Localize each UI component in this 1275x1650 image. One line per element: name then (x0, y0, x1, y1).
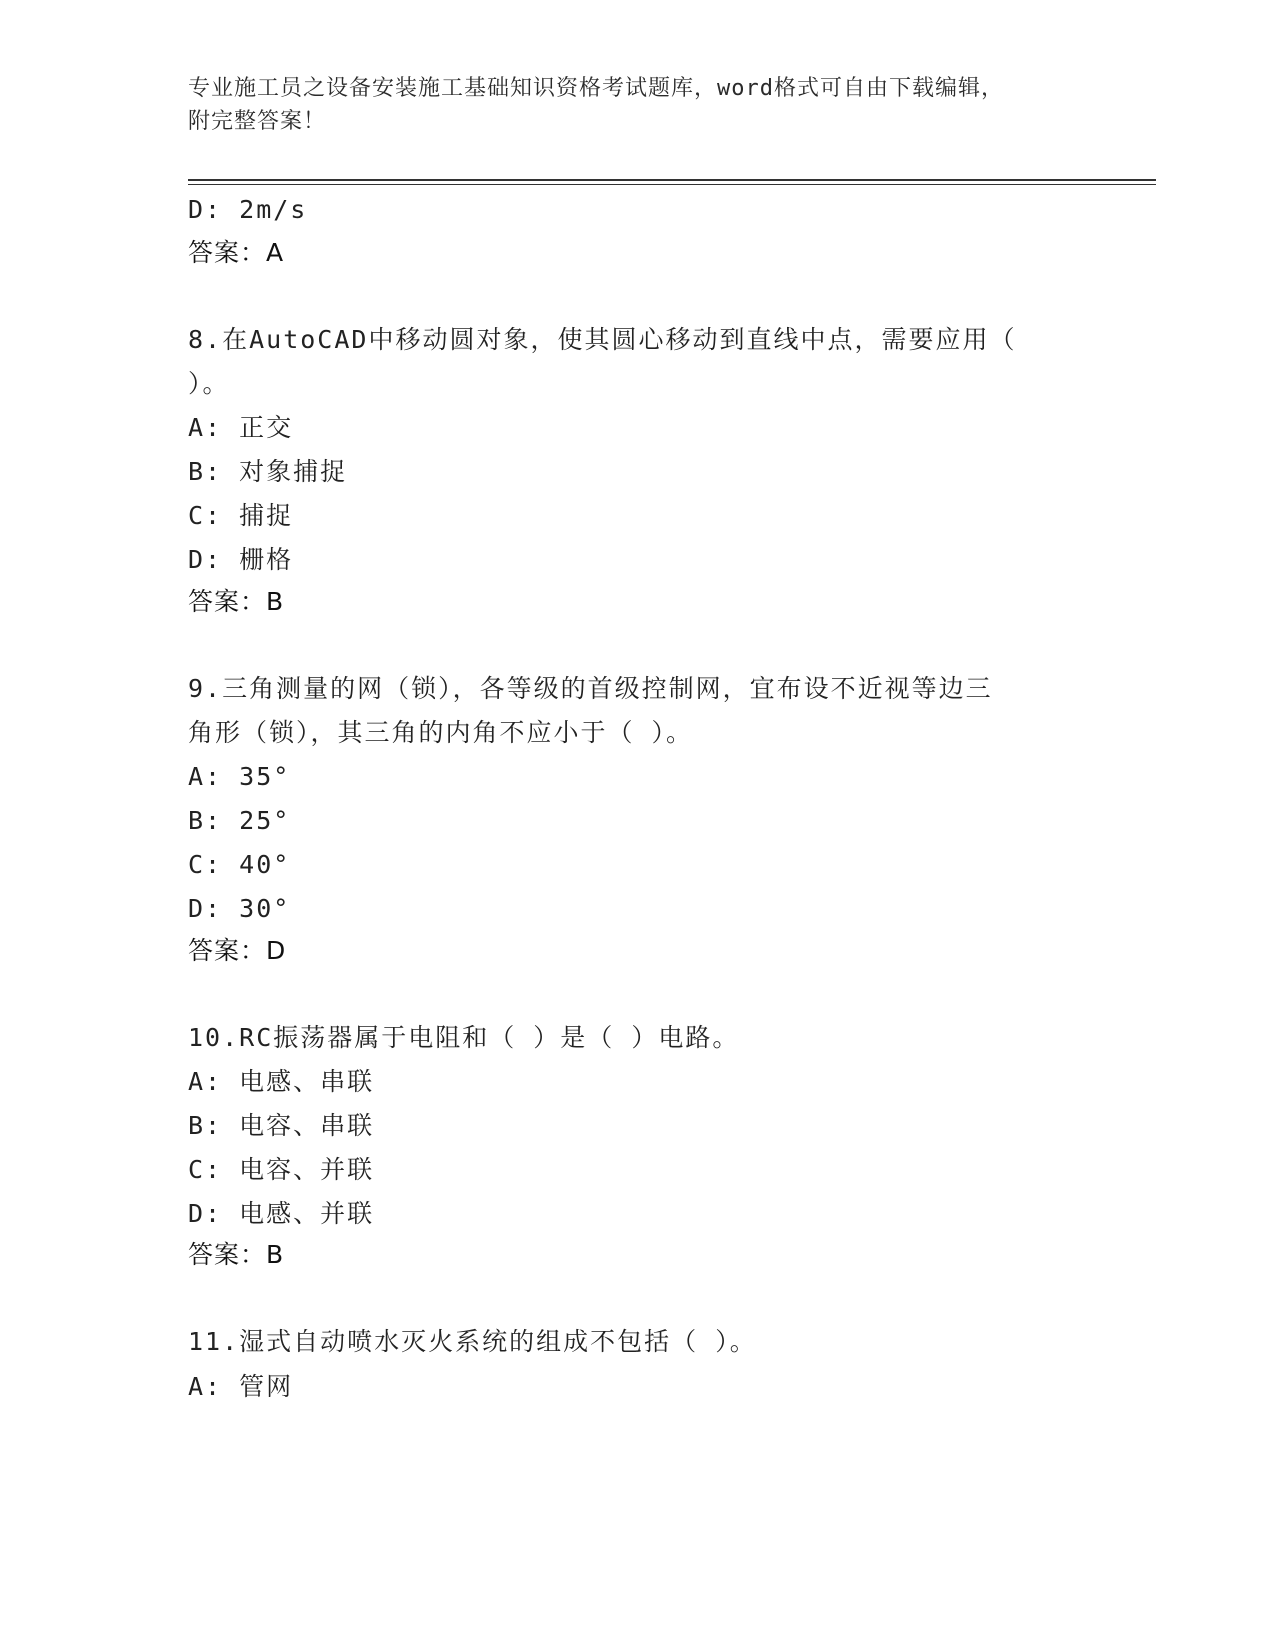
q9-option-c: C: 40° (188, 850, 291, 879)
q9-option-b: B: 25° (188, 806, 291, 835)
document-header (188, 72, 1088, 138)
header-divider-thick (188, 179, 1156, 181)
q10-text-line-1: 10.RC振荡器属于电阻和（ ）是（ ）电路。 (188, 1023, 740, 1052)
q9-text-line-1: 9.三角测量的网（锁），各等级的首级控制网，宜布设不近视等边三 (188, 674, 993, 703)
q9-option-d: D: 30° (188, 894, 291, 923)
q10-option-d: D: 电感、并联 (188, 1199, 375, 1228)
header-line-2: 附完整答案！ (188, 109, 327, 134)
q8-option-c: C: 捕捉 (188, 501, 294, 530)
q11-text-line-1: 11.湿式自动喷水灭火系统的组成不包括（ ）。 (188, 1327, 757, 1356)
q8-option-a: A: 正交 (188, 413, 294, 442)
q10-option-a: A: 电感、串联 (188, 1067, 375, 1096)
q8-option-d: D: 栅格 (188, 545, 294, 574)
prev-answer: 答案：A (188, 238, 285, 267)
q8-answer: 答案：B (188, 587, 285, 616)
q8-text-line-2: ）。 (188, 369, 230, 398)
q8-text-line-1: 8.在AutoCAD中移动圆对象，使其圆心移动到直线中点，需要应用（ (188, 325, 1017, 354)
q10-option-c: C: 电容、并联 (188, 1155, 375, 1184)
q9-text-line-2: 角形（锁），其三角的内角不应小于（ ）。 (188, 718, 694, 747)
q8-option-b: B: 对象捕捉 (188, 457, 348, 486)
prev-option-d: D: 2m/s (188, 195, 308, 224)
header-divider-thin (188, 184, 1156, 185)
q11-option-a: A: 管网 (188, 1372, 294, 1401)
q9-answer: 答案：D (188, 936, 287, 965)
q10-answer: 答案：B (188, 1240, 285, 1269)
q9-option-a: A: 35° (188, 762, 291, 791)
header-line-1: 专业施工员之设备安装施工基础知识资格考试题库，word格式可自由下载编辑， (188, 76, 1004, 101)
q10-option-b: B: 电容、串联 (188, 1111, 375, 1140)
